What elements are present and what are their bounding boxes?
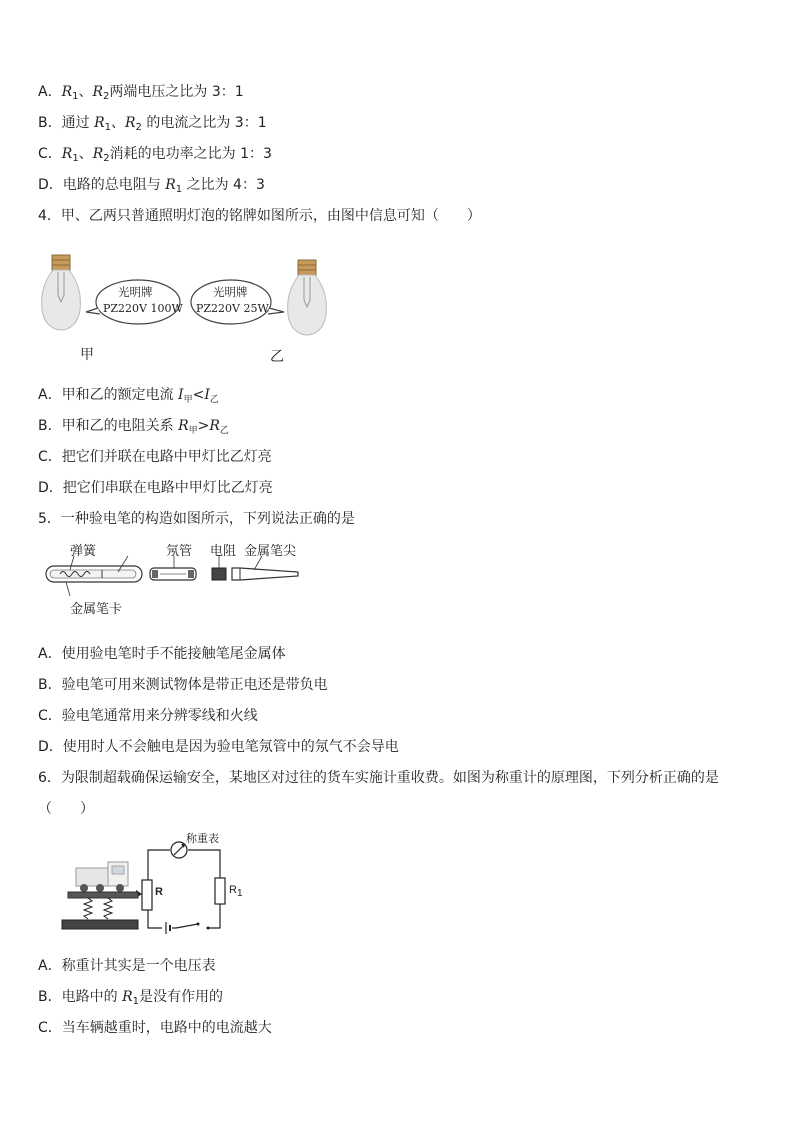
q4-option-d: D．把它们串联在电路中甲灯比乙灯亮 [38, 480, 273, 496]
q6-option-b: B．电路中的 $R_1$是没有作用的 [38, 989, 223, 1007]
label-clip: 金属笔卡 [70, 602, 123, 617]
q5-figure [40, 542, 320, 622]
truck-icon [76, 862, 128, 892]
q3-option-a: A．$R_1$、$R_2$两端电压之比为 3：1 [38, 84, 244, 102]
bulb-left-brand: 光明牌 [118, 285, 153, 299]
bulb-right-brand: 光明牌 [213, 285, 248, 299]
q6-option-a: A．称重计其实是一个电压表 [38, 958, 216, 974]
label-resistor: 电阻 [210, 544, 237, 559]
q5-option-b: B．验电笔可用来测试物体是带正电还是带负电 [38, 677, 328, 693]
label-spring: 弹簧 [70, 544, 97, 559]
metal-tip-icon [232, 568, 298, 580]
label-r: R [155, 886, 163, 898]
spring-icon [84, 898, 112, 919]
q6-option-c: C．当车辆越重时，电路中的电流越大 [38, 1020, 272, 1036]
bulb-left-icon [42, 255, 81, 330]
bulb-left-spec: PZ220V 100W [103, 302, 183, 315]
resistor-r-icon [142, 880, 152, 910]
bulb-right-spec: PZ220V 25W [196, 302, 269, 315]
q3-option-d: D．电路的总电阻与 $R_1$ 之比为 4：3 [38, 177, 265, 195]
pen-body-icon [46, 566, 142, 582]
q4-figure [36, 250, 336, 365]
label-r1: $R_1$ [229, 884, 243, 899]
q4-option-a: A．甲和乙的额定电流 $I_甲<I_乙$ [38, 387, 219, 405]
weighing-platform [68, 892, 138, 898]
bulb-right-label: 乙 [270, 349, 284, 365]
q4-stem: 4．甲、乙两只普通照明灯泡的铭牌如图所示，由图中信息可知（ ） [38, 208, 481, 224]
q5-option-a: A．使用验电笔时手不能接触笔尾金属体 [38, 646, 286, 662]
bulb-left-label: 甲 [80, 347, 94, 363]
bulb-right-icon [288, 260, 327, 335]
meter-icon [171, 842, 187, 858]
q6-figure [58, 828, 258, 943]
q4-option-b: B．甲和乙的电阻关系 $R_甲>R_乙$ [38, 418, 229, 436]
q3-option-c: C．$R_1$、$R_2$消耗的电功率之比为 1：3 [38, 146, 272, 164]
q5-option-c: C．验电笔通常用来分辨零线和火线 [38, 708, 258, 724]
neon-tube-icon [150, 568, 196, 580]
q3-option-b: B．通过 $R_1$、$R_2$ 的电流之比为 3：1 [38, 115, 267, 133]
q6-paren: （ ） [38, 801, 94, 817]
resistor-icon [212, 568, 226, 580]
q5-stem: 5．一种验电笔的构造如图所示，下列说法正确的是 [38, 511, 355, 527]
q6-stem: 6．为限制超载确保运输安全，某地区对过往的货车实施计重收费。如图为称重计的原理图，下列分析正确的是 [38, 770, 719, 786]
ground-base [62, 920, 138, 929]
q5-option-d: D．使用时人不会触电是因为验电笔氖管中的氖气不会导电 [38, 739, 399, 755]
label-neon: 氖管 [166, 544, 193, 559]
switch-icon [197, 923, 210, 930]
q4-option-c: C．把它们并联在电路中甲灯比乙灯亮 [38, 449, 272, 465]
label-tip: 金属笔尖 [244, 544, 297, 559]
label-meter: 称重表 [186, 832, 219, 845]
battery-icon [166, 922, 170, 934]
resistor-r1-icon [215, 878, 225, 904]
